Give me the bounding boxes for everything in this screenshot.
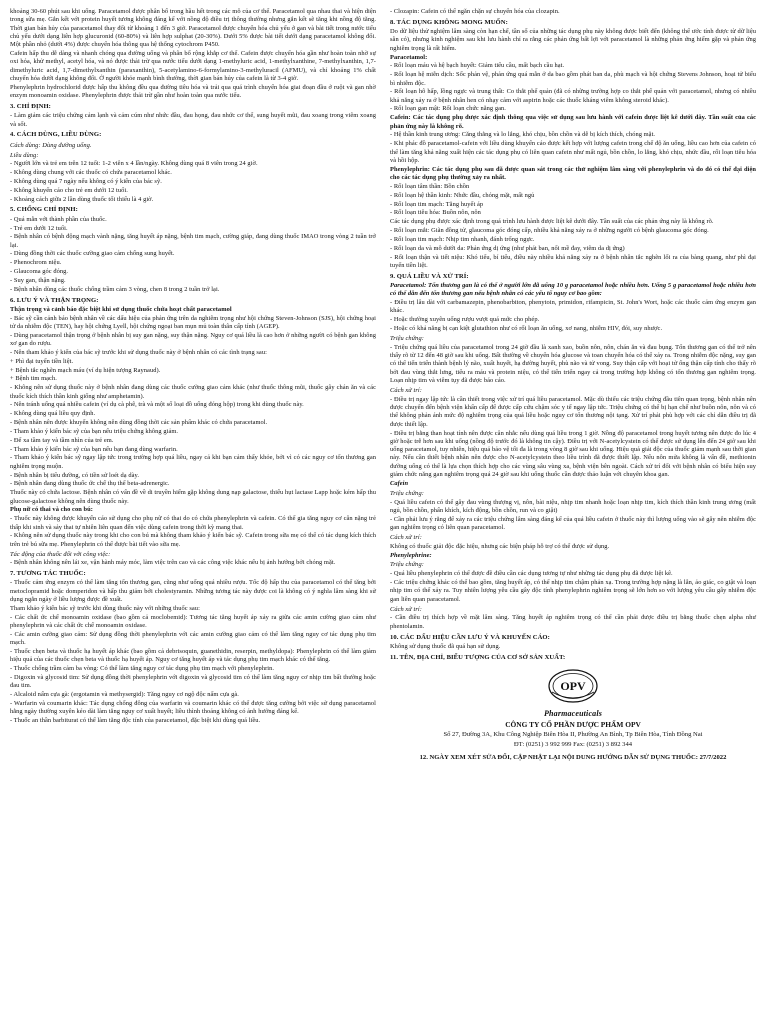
left-paragraph: - Người lớn và trẻ em trên 12 tuổi: 1-2 viên x 4 lần/ngày. Không dùng quá 8 viên trong 24 giờ. xyxy=(10,160,258,168)
right-bold-paragraph: Phenylephrin: Các tác dụng phụ sau đã được quan sát trong các thử nghiệm lâm sàng với phenylephrin và do đó có thể đại diện cho các tác dụng phụ thường xảy ra nhất. xyxy=(390,165,756,182)
left-paragraph: - Dùng paracetamol thận trọng ở bệnh nhân bị suy gan nặng, suy thận nặng. Nguy cơ quá liều là cao hơn ở những người có bệnh gan không xơ gan do rượu. xyxy=(10,331,376,348)
opv-logo-icon xyxy=(546,668,600,708)
right-paragraph: - Quá liều phenylephrin có thể được đề điều cần các dụng tương tự như những tác dụng phụ đã được liệt kê. xyxy=(390,570,673,578)
right-paragraph: - Điều trị bằng than hoạt tính nên được cân nhắc nếu dùng quá liều trong 1 giờ. Nồng độ paracetamol trong huyết tương nên được đo lúc 4 giờ hoặc trễ hơn sau khi uống (nồng độ trước đó là không tin cậy). Điều trị với N-acetylcystein có thể được sử dụng lên đến 24 giờ sau khi uống paracetamol, tuy nhiên, hiệu quả bảo vệ tối đa là trong vòng 8 giờ sau khi uống. Hiệu quả giải độc của thuốc giảm mạnh sau thời gian này. Nếu cần thiết bệnh nhân nên được cho N-acetylcystein theo liều trình đã được thiết lập. Nếu nôn mửa không là vấn đề, methionin đường uống có thể là lựa chọn thích hợp cho các vùng sâu vùng xa, bệnh viện bên ngoài. Cách xử trí đối với bệnh nhân có biểu hiện suy giảm chức năng gan nghiêm trọng quá 24 giờ sau khi uống thuốc cần được thảo luận với chuyên khoa gan. xyxy=(390,429,756,479)
opv-logo xyxy=(390,668,756,708)
right-bold-paragraph: Cafein: Các tác dụng phụ được xác định thông qua việc sử dụng sau lưu hành với cafein được liệt kê dưới đây. Tần suất của các phản ứng này là không rõ. xyxy=(390,114,756,130)
left-paragraph: - Digoxin và glycosid tim: Sử dụng đồng thời phenylephrin với digoxin và glycosid tim có thể làm tăng nguy cơ nhịp tim bất thường hoặc đau tim. xyxy=(10,673,376,690)
left-paragraph: - Các chất ức chế monoamin oxidase (bao gồm cả moclobemid): Tương tác tăng huyết áp xảy ra giữa các amin cường giao cảm như phenylephrin và các chất ức chế monoamin oxidase. xyxy=(10,613,376,630)
left-paragraph: - Phenochrom niệu. xyxy=(10,259,62,267)
right-subheading: Triệu chứng: xyxy=(390,334,424,342)
right-paragraph: Các tác dụng phụ được xác định trong quá trình lưu hành được liệt kê dưới đây. Tần suất của các phản ứng này là không rõ. xyxy=(390,218,714,226)
left-paragraph: - Tham khảo ý kiến bác sỹ của bạn nếu triệu chứng không giảm. xyxy=(10,427,179,435)
left-paragraph: - Thuốc này không được khuyến cáo sử dụng cho phụ nữ có thai do có chứa phenylephrin và cafein. Có thể gia tăng nguy cơ cân nặng trẻ thấp khi sinh và sảy thai tự nhiên liên quan đến việc dùng cafein trong thời kỳ mang thai. xyxy=(10,515,376,531)
left-paragraph: + Phì đại tuyến tiền liệt. xyxy=(10,357,74,365)
left-paragraph: - Glaucoma góc đóng. xyxy=(10,268,69,276)
right-paragraph: - Triệu chứng quá liều của paracetamol trong 24 giờ đầu là xanh xao, buồn nôn, nôn, chán ăn và đau bụng. Tổn thương gan có thể trở nên thấy rõ từ 12 đến 48 giờ sau khi uống. Bất thường về chuyển hóa glucose và toan chuyển hóa có thể xảy ra. Trong nhiễm độc nặng, suy gan có thể tiến triển thành bệnh lý não, xuất huyết, hạ đường huyết, phù não và tử vong. Suy thận cấp với hoại tử ống thận cấp tính cho thấy rõ bởi đau vùng thắt lưng, tiểu ra máu và protein niệu, có thể tiến triển ngay cả trong trường hợp không có tổn thương gan nghiêm trọng. Loạn nhịp tim và viêm tụy đã được báo cáo. xyxy=(390,343,756,385)
left-paragraph: - Bệnh nhân đang dùng thuốc ức chế thụ thể beta-adrenergic. xyxy=(10,480,170,488)
left-paragraph: Phenylephrin hydrochlorid được hấp thu không đều qua đường tiêu hóa và trải qua quá trình chuyển hóa giai đoạn đầu ở ruột và gan nhờ enzym monoamin oxidase. Phenylephrin được thải trừ gần như hoàn toàn qua nước tiểu. xyxy=(10,83,376,100)
left-paragraph: - Không dùng quá liều quy định. xyxy=(10,410,96,418)
right-paragraph: - Clozapin: Cafein có thể ngăn chặn sự chuyển hóa của clozapin. xyxy=(390,8,560,15)
left-subheading: Liều dùng: xyxy=(10,151,39,159)
right-paragraph: - Rối loạn mắt: Giãn đồng tử, glaucoma góc đóng cấp, nhiều khả năng xảy ra ở những người có bệnh glaucoma góc đóng. xyxy=(390,227,709,235)
left-paragraph: + Bệnh tim mạch. xyxy=(10,375,57,383)
left-section-heading: 3. CHỈ ĐỊNH: xyxy=(10,103,51,111)
right-paragraph: - Rối loạn hệ miễn dịch: Sốc phản vệ, phản ứng quá mẫn ở da bao gồm phát ban da, phù mạch và hội chứng Stevens Johnson, hoại tử biểu bì nhiễm độc. xyxy=(390,71,756,87)
right-paragraph: - Rối loạn hệ thần kinh: Nhức đầu, chóng mặt, mất ngủ xyxy=(390,191,535,199)
left-paragraph: - Bệnh nhân dùng các thuốc chống trầm cảm 3 vòng, chen 8 trong 2 tuần trở lại. xyxy=(10,285,220,293)
left-paragraph: - Thuốc chống trầm cảm ba vòng: Có thể làm tăng nguy cơ tác dụng phụ tim mạch với phenylephrin. xyxy=(10,665,275,673)
right-paragraph: - Các triệu chứng khác có thể bao gồm, tăng huyết áp, có thể nhịp tim chậm phản xạ. Trong trường hợp nặng là lẫn, ảo giác, co giật và loạn nhịp tim có thể xảy ra. Tuy nhiên lượng yêu cầu gây độc tính phenylephrin nghiêm trọng sẽ lớn hơn so với lượng yêu cầu gây nhiễm độc gan liên quan paracetamol. xyxy=(390,579,756,603)
right-subheading: Triệu chứng: xyxy=(390,561,424,569)
right-section-heading: 10. CÁC DẤU HIỆU CẦN LƯU Ý VÀ KHUYẾN CÁO: xyxy=(390,633,550,641)
right-column xyxy=(390,8,756,761)
left-paragraph: Cafein hấp thu dễ dàng và nhanh chóng qua đường uống và phân bố rộng khắp cơ thể. Cafein được chuyển hóa gần như hoàn toàn nhờ sự oxi hóa, khử methyl, acetyl hóa, và nó được thải trừ qua nước tiểu dưới dạng 1-methyluric acid, 1-methylxanthine, 7-methylxanthin, 1,7-dimethyluric acid, 1,7-dimethylxanthin (paraxanthin), 5-acetylamino-6-formylamino-3-methyluracil (AFMU), và chỉ khoảng 1% chất chuyển hóa dưới dạng không đổi. Ở người khỏe mạnh bình thường, thời gian bán hủy của cafein là từ 3-4 giờ. xyxy=(10,50,376,83)
left-paragraph: - Quá mẫn với thành phần của thuốc. xyxy=(10,215,107,223)
right-paragraph: - Cần phải lưu ý rằng để xảy ra các triệu chứng lâm sàng đáng kể của quá liều cafein ở thuốc này thì lượng uống vào sẽ gây nên nhiễm độc gan nghiêm trọng có liên quan paracetamol. xyxy=(390,515,756,532)
right-section-heading: 11. TÊN, ĐỊA CHỈ, BIỂU TƯỢNG CỦA CƠ SỞ SẢN XUẤT: xyxy=(390,653,566,661)
right-paragraph: - Điều trị ngay lập tức là cần thiết trong việc xử trí quá liều paracetamol. Mặc dù thiếu các triệu chứng đầu tiên quan trọng, bệnh nhân nên được chuyển đến bệnh viện khẩn cấp để được cấp cứu chậm sóc y tế ngay lập tức. Triệu chứng có thể bị hạn chế như buồn nôn, nôn và có thể không phản ánh mức độ nghiêm trọng của quá liều hoặc nguy cơ tổn thương nội tạng. Xử trí phải phù hợp với các chỉ dẫn điều trị đã được thiết lập. xyxy=(390,395,756,428)
left-paragraph: - Bệnh nhân bị tiểu đường, có tiền sử loét dạ dày. xyxy=(10,471,139,479)
right-section-heading: 8. TÁC DỤNG KHÔNG MONG MUỐN: xyxy=(390,18,508,26)
left-paragraph: - Tham khảo ý kiến bác sỹ của bạn nếu bạn đang dùng warfarin. xyxy=(10,445,178,453)
right-paragraph: Do dữ liệu thử nghiệm lâm sàng còn hạn chế, tần số của những tác dụng phụ này không được biết đến (không thể ước tính được từ dữ liệu sẵn có), nhưng kinh nghiệm sau khi lưu hành chỉ ra rằng các phản ứng bất lợi với paracetamol là những phản ứng hiếm gặp và phản ứng nghiêm trọng là rất hiếm. xyxy=(390,28,756,52)
left-paragraph: - Bệnh nhân không nên lái xe, vận hành máy móc, làm việc trên cao và các công việc khác nếu bị ảnh hưởng bởi chóng mặt. xyxy=(10,559,336,567)
left-paragraph: - Thuốc chẹn beta và thuốc hạ huyết áp khác (bao gồm cả debrisoquin, guanethidin, reserpin, methyldopa): Phenylephrin có thể làm giảm hiệu quả của các thuốc chẹn beta và thuốc hạ huyết áp. Nguy cơ tăng huyết áp và tác dụng phụ tim mạch khác có thể tăng. xyxy=(10,648,376,664)
right-bold-paragraph: Paracetamol: xyxy=(390,53,428,61)
right-subheading: Cách xử trí: xyxy=(390,605,422,613)
right-paragraph: - Rối loạn tim mạch: Nhịp tim nhanh, đánh trống ngực. xyxy=(390,235,535,243)
left-paragraph: - Thuốc cảm ứng enzym có thể làm tăng tổn thương gan, cũng như uống quá nhiều rượu. Tốc độ hấp thu của paracetamol có thể tăng bởi metoclopramid hoặc domperidon và hấp thu giảm bởi cholestyramin. Những tương tác này được coi là không có ý nghĩa lâm sàng khi sử dụng ngắn ngày ở liều lượng được đề xuất. xyxy=(10,579,376,604)
left-paragraph: - Bệnh nhân có bệnh động mạch vành nặng, tăng huyết áp nặng, bệnh tim mạch, cường giáp, đang dùng thuốc IMAO trong vòng 2 tuần trở lại. xyxy=(10,233,376,249)
company-name: CÔNG TY CỔ PHẦN DƯỢC PHẨM OPV xyxy=(505,720,641,730)
right-section-heading: 9. QUÁ LIỀU VÀ XỬ TRÍ: xyxy=(390,272,469,280)
left-paragraph: - Không dùng chung với các thuốc có chứa paracetamol khác. xyxy=(10,169,172,177)
left-paragraph: - Không dùng quá 7 ngày nếu không có ý kiến của bác sỹ. xyxy=(10,177,162,185)
left-bold-paragraph: Phụ nữ có thai và cho con bú: xyxy=(10,506,93,514)
left-column xyxy=(10,8,376,726)
left-section-heading: 5. CHỐNG CHỈ ĐỊNH: xyxy=(10,206,78,214)
right-paragraph: - Rối loạn tim mạch: Tăng huyết áp xyxy=(390,200,484,208)
left-paragraph: - Bác sỹ cần cảnh báo bệnh nhân về các dấu hiệu của phản ứng trên da nghiêm trọng như hội chứng Steven-Johnson (SJS), hội chứng hoại tử da nhiễm độc (TEN), hay hội chứng Lyell, hội chứng ngoại ban mụn mủ toàn thân cấp tính (AGEP). xyxy=(10,314,376,330)
right-paragraph: - Quá liều cafein có thể gây đau vùng thượng vị, nôn, bài niệu, nhịp tim nhanh hoặc loạn nhịp tim, kích thích thần kinh trung ương (mất ngủ, bồn chồn, phấn khích, kích động, bồn chồn, run và co giật) xyxy=(390,498,756,514)
left-paragraph: - Để xa tầm tay và tầm nhìn của trẻ em. xyxy=(10,436,114,444)
left-paragraph: - Nên tránh uống quá nhiều cafein (ví dụ cà phê, trà và một số loại đồ uống đóng hộp) trong khi dùng thuốc này. xyxy=(10,401,304,409)
right-subheading: Triệu chứng: xyxy=(390,489,424,497)
right-paragraph: - Rối loạn máu và hệ bạch huyết: Giảm tiểu cầu, mất bạch cầu hạt. xyxy=(390,62,565,70)
left-paragraph: Tham khảo ý kiến bác sỹ trước khi dùng thuốc này với những thuốc sau: xyxy=(10,604,200,612)
right-paragraph: - Hoặc có khả năng bị cạn kiệt glutathion như có rối loạn ăn uống, xơ nang, nhiễm HIV, đói, suy nhược. xyxy=(390,325,663,333)
left-section-heading: 4. CÁCH DÙNG, LIỀU DÙNG: xyxy=(10,131,102,139)
right-paragraph: - Khi phác đồ paracetamol-cafein với liều dùng khuyến cáo được kết hợp với lượng cafein trong chế độ ăn uống, liều cao hơn của cafein có thể làm tăng khả năng xuất hiện các tác dụng phụ có liên quan cafein như mất ngủ, bồn chồn, lo lắng, khó chịu, nhức đầu, rối loạn tiêu hóa và hồi hộp. xyxy=(390,140,756,164)
right-paragraph: - Hoặc thường xuyên uống rượu vượt quá mức cho phép. xyxy=(390,316,540,324)
right-paragraph: - Cần điều trị thích hợp về mặt lâm sàng. Tăng huyết áp nghiêm trọng có thể cần phải được điều trị bằng thuốc chẹn alpha như phentolamin. xyxy=(390,614,756,630)
left-paragraph: Thuốc này có chứa lactose. Bệnh nhân có vấn đề về di truyền hiếm gặp không dung nạp galactose, thiếu hụt lactase Lapp hoặc kém hấp thu glucose-galactose không nên dùng thuốc này. xyxy=(10,489,376,505)
right-paragraph: Không có thuốc giải độc đặc hiệu, nhưng các biện pháp hỗ trợ có thể được sử dụng. xyxy=(390,542,610,550)
left-paragraph: - Không nên sử dụng thuốc này trong khi cho con bú mà không tham khảo ý kiến bác sỹ. Cafein trong sữa mẹ có thể có tác dụng kích thích trên trẻ bú sữa mẹ. Phenylephrin có thể được bài tiết vào sữa mẹ. xyxy=(10,532,376,548)
left-paragraph: - Không khuyến cáo cho trẻ em dưới 12 tuổi. xyxy=(10,186,128,194)
right-paragraph: Không sử dụng thuốc đã quá hạn sử dụng. xyxy=(390,642,501,650)
left-paragraph: khoảng 30-60 phút sau khi uống. Paracetamol được phân bố trong hầu hết trong các mô của cơ thể. Paracetamol qua nhau thai và hiện diện trong sữa mẹ. Gắn kết với protein huyết tương không đáng kể với nồng độ điều trị thông thường nhưng gắn kết sẽ tăng khi nồng độ tăng. Thời gian bán hủy của paracetamol thay đổi từ khoảng 1 đến 3 giờ. Paracetamol được chuyển hóa chủ yếu ở gan và bài tiết trong nước tiểu chủ yếu dưới dạng liên hợp glucuronid (60-80%) và liên hợp sulphat (20-30%). Dưới 5% được bài tiết dưới dạng paracetamol không đổi. Một phần nhỏ (dưới 4%) được chuyển hóa thông qua hệ thống cytochrom P450. xyxy=(10,8,376,49)
left-section-heading: 6. LƯU Ý VÀ THẬN TRỌNG: xyxy=(10,296,99,304)
svg-text:OPV: OPV xyxy=(560,679,586,694)
left-paragraph: - Bệnh nhân nên được khuyến không nên dùng đồng thời các sản phẩm khác có chứa paracetamol. xyxy=(10,419,268,427)
right-bold-italic-paragraph: Phenylephrine: xyxy=(390,551,432,559)
left-paragraph: - Khoảng cách giữa 2 lần dùng thuốc tối thiểu là 4 giờ. xyxy=(10,195,154,203)
left-paragraph: - Alcaloid nấm cựa gà: (ergotamin và methysergid): Tăng nguy cơ ngộ độc nấm cựa gà. xyxy=(10,691,239,699)
right-paragraph: - Rối loạn thận và tiết niệu: Khó tiểu, bí tiểu, điều này nhiều khả năng xảy ra ở bệnh nhân tắc nghẽn lối ra của bàng quang, như phì đại tuyến tiền liệt. xyxy=(390,253,756,269)
left-subheading: Tác động của thuốc đối với công việc: xyxy=(10,550,111,558)
right-paragraph: - Rối loạn da và mô dưới da: Phản ứng dị ứng (như phát ban, nổi mề đay, viêm da dị ứng) xyxy=(390,244,625,252)
right-paragraph: - Rối loạn gan mật: Rối loạn chức năng gan. xyxy=(390,105,506,113)
right-subheading: Cách xử trí: xyxy=(390,533,422,541)
right-paragraph: - Rối loạn tiêu hóa: Buồn nôn, nôn xyxy=(390,209,481,217)
left-paragraph: - Thuốc an thần barbiturat có thể làm tăng độc tính của paracetamol, đặc biệt khi dùng quá liều. xyxy=(10,717,261,725)
manufacturer-footer xyxy=(390,668,756,761)
right-bold-italic-paragraph: Paracetamol: Tổn thương gan là có thể ở người lớn đã uống 10 g paracetamol hoặc nhiều hơn. Uống 5 g paracetamol hoặc nhiều hơn có thể dẫn đến tổn thương gan nếu bệnh nhân có các yếu tố nguy cơ bao gồm: xyxy=(390,281,756,298)
right-subheading: Cách xử trí: xyxy=(390,386,422,394)
left-paragraph: - Tham khảo ý kiến bác sỹ ngay lập tức trong trường hợp quá liều, ngay cả khi bạn cảm thấy khỏe, bởi vì có các nguy cơ tổn thương gan nghiêm trọng muộn. xyxy=(10,454,376,470)
revision-date-line: 12. NGÀY XEM XÉT SỬA ĐỔI, CẬP NHẬT LẠI NỘI DUNG HƯỚNG DẪN SỬ DỤNG THUỐC: 27/7/2022 xyxy=(419,754,727,762)
right-paragraph: - Điều trị lâu dài với carbamazepin, phenobarbiton, phenytoin, primidon, rifampicin, St. John's Wort, hoặc các thuốc cảm ứng enzym gan khác. xyxy=(390,299,756,315)
left-paragraph: - Nên tham khảo ý kiến của bác sỹ trước khi sử dụng thuốc này ở bệnh nhân có các tình trạng sau: xyxy=(10,348,267,356)
company-address: Số 27, Đường 3A, Khu Công Nghiệp Biên Hòa II, Phường An Bình, Tp Biên Hòa, Tỉnh Đồng Nai xyxy=(443,730,703,738)
left-section-heading: 7. TƯƠNG TÁC THUỐC: xyxy=(10,570,86,578)
pharmaceuticals-label: Pharmaceuticals xyxy=(544,709,602,719)
left-paragraph: + Bệnh tắc nghẽn mạch máu (ví dụ hiện tượng Raynaud). xyxy=(10,366,161,374)
two-column-layout xyxy=(10,8,758,761)
left-paragraph: - Trẻ em dưới 12 tuổi. xyxy=(10,224,68,232)
left-bold-paragraph: Thận trọng và cảnh báo đặc biệt khi sử dụng thuốc chứa hoạt chất paracetamol xyxy=(10,305,232,313)
right-bold-italic-paragraph: Cafein xyxy=(390,479,409,487)
left-paragraph: - Suy gan, thận nặng. xyxy=(10,276,66,284)
left-paragraph: - Không nên sử dụng thuốc này ở bệnh nhân đang dùng các thuốc cường giao cảm khác (như thuốc thông mũi, thuốc gây chán ăn và các thuốc kích thích thần kinh giống như amphetamin). xyxy=(10,384,376,400)
right-paragraph: - Hệ thần kinh trung ương: Căng thẳng và lo lắng, khó chịu, bồn chồn và dễ bị kích thích, chóng mặt. xyxy=(390,131,656,139)
left-paragraph: - Làm giảm các triệu chứng cảm lạnh và cảm cúm như nhức đầu, đau họng, đau nhức cơ thể, sung huyết mũi, đau xoang trong viêm xoang và sốt. xyxy=(10,112,376,128)
left-subheading: Cách dùng: Dùng đường uống. xyxy=(10,141,92,149)
right-paragraph: - Rối loạn tâm thần: Bồn chồn xyxy=(390,182,470,190)
left-paragraph: - Các amin cường giao cảm: Sử dụng đồng thời phenylephrin với các amin cường giao cảm có thể làm tăng nguy cơ tác dụng phụ tim mạch. xyxy=(10,630,376,647)
left-paragraph: - Warfarin và coumarin khác: Tác dụng chống đông của warfarin và coumarin khác có thể được tăng cường bởi việc sử dụng paracetamol hằng ngày thường xuyên kéo dài làm tăng nguy cơ xuất huyết; liều thình thoảng không có ảnh hưởng đáng kể. xyxy=(10,699,376,716)
left-paragraph: - Dùng đồng thời các thuốc cường giao cảm chống sung huyết. xyxy=(10,250,175,258)
company-contact: ĐT: (0251) 3 992 999 Fax: (0251) 3 892 344 xyxy=(513,741,633,749)
right-paragraph: - Rối loạn hô hấp, lồng ngực và trung thất: Co thắt phế quản (đã có những trường hợp co thắt phế quản với paracetamol, nhưng có nhiều khả năng xảy ra ở bệnh nhân hen có nhạy cảm với aspirin hoặc các thuốc kháng viêm không steroid khác). xyxy=(390,88,756,104)
